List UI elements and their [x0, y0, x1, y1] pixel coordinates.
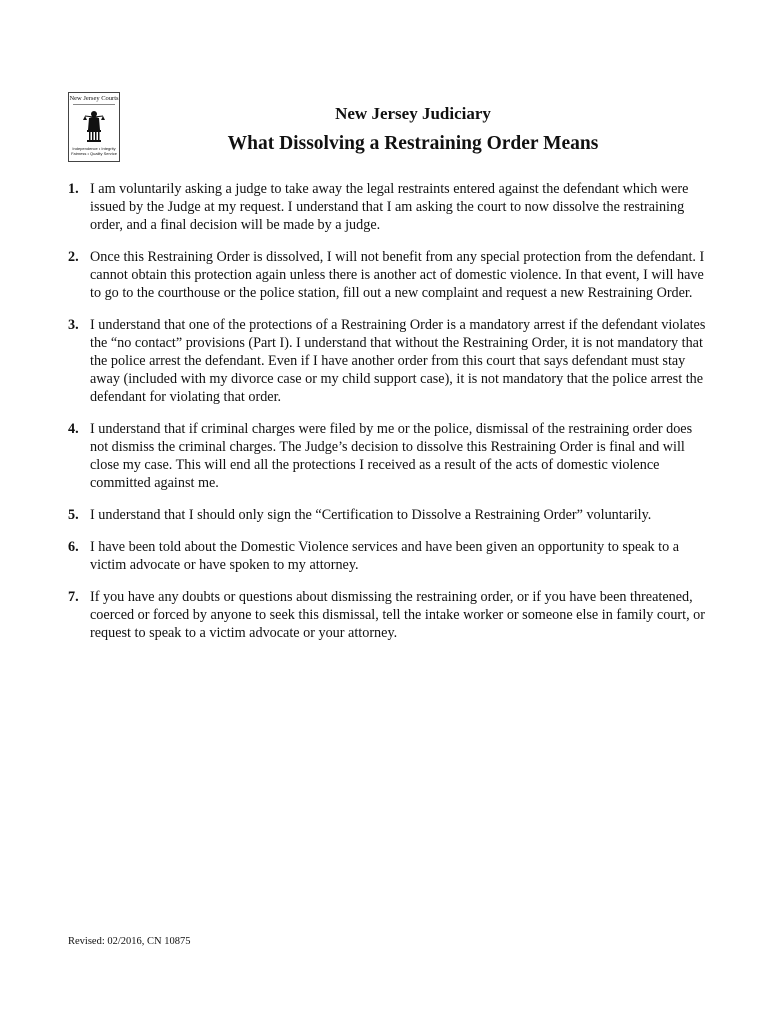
list-item	[68, 316, 708, 406]
item-number: 2.	[68, 249, 79, 265]
item-number: 5.	[68, 507, 79, 523]
item-number: 7.	[68, 589, 79, 605]
item-number: 6.	[68, 539, 79, 555]
list-item	[68, 506, 708, 524]
revision-footer: Revised: 02/2016, CN 10875	[68, 936, 191, 947]
list-item	[68, 538, 708, 574]
logo-motto-line-2: Fairness • Quality Service	[71, 151, 117, 156]
list-item	[68, 248, 708, 302]
list-item	[68, 420, 708, 492]
statement-list	[68, 180, 708, 656]
list-item	[68, 180, 708, 234]
item-text: I understand that one of the protections of a Restraining Order is a mandatory arrest if the defendant violates the “no contact” provisions (Part I). I understand that without the Restraining Order, it is not mandatory that the police arrest the defendant. Even if I have another order from this court that says defendant must stay away (included with my divorce case or my child support case), it is not mandatory that the police arrest the defendant for violating that order.	[90, 317, 706, 405]
item-number: 1.	[68, 181, 79, 197]
document-title: What Dissolving a Restraining Order Means	[227, 133, 599, 154]
organization-name: New Jersey Judiciary	[335, 104, 491, 123]
item-number: 4.	[68, 421, 79, 437]
item-number: 3.	[68, 317, 79, 333]
item-text: I am voluntarily asking a judge to take away the legal restraints entered against the defendant which were issued by the Judge at my request. I understand that I am asking the court to now dissolve the restraining order, and a final decision will be made by a judge.	[90, 181, 689, 233]
list-item	[68, 588, 708, 642]
item-text: I have been told about the Domestic Violence services and have been given an opportunity to speak to a victim advocate or have spoken to my attorney.	[90, 539, 680, 573]
item-text: I understand that I should only sign the “Certification to Dissolve a Restraining Order” voluntarily.	[90, 507, 652, 523]
item-text: Once this Restraining Order is dissolved, I will not benefit from any special protection from the defendant. I cannot obtain this protection again unless there is another act of domestic violence. In that event, I will have to go to the courthouse or the police station, fill out a new complaint and request a new Restraining Order.	[90, 249, 705, 301]
logo-motto-line-1: Independence • Integrity	[72, 146, 116, 151]
item-text: If you have any doubts or questions about dismissing the restraining order, or if you have been threatened, coerced or forced by anyone to seek this dismissal, tell the intake worker or someone else in family court, or request to speak to a victim advocate or your attorney.	[90, 589, 705, 641]
logo-title: New Jersey Courts	[69, 95, 119, 102]
item-text: I understand that if criminal charges were filed by me or the police, dismissal of the restraining order does not dismiss the criminal charges. The Judge’s decision to dissolve this Restraining Order is final and will close my case. This will end all the protections I received as a result of the acts of domestic violence committed against me.	[90, 421, 693, 491]
